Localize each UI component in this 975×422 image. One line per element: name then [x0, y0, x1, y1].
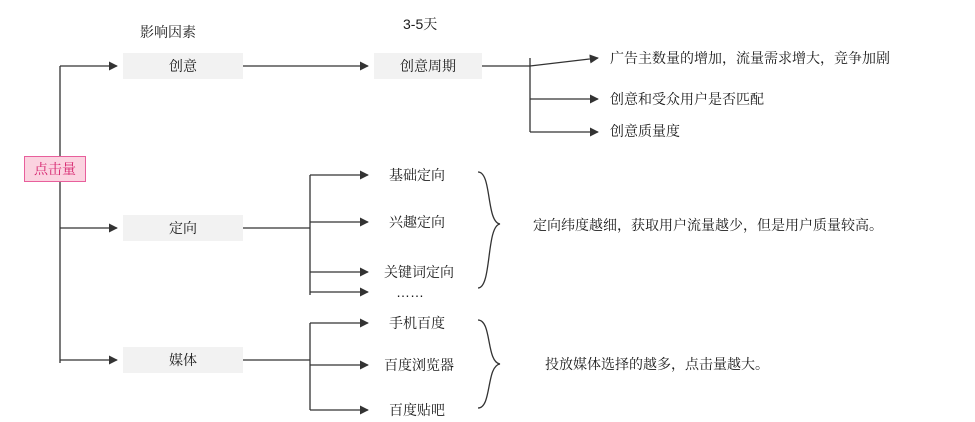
node-creative[interactable]: 创意	[123, 53, 243, 79]
note-media-coverage: 投放媒体选择的越多，点击量越大。	[545, 356, 769, 372]
node-baidu-tieba[interactable]: 百度贴吧	[389, 402, 445, 418]
leaf-advertiser-growth: 广告主数量的增加，流量需求增大，竞争加剧	[610, 50, 890, 66]
node-targeting-ellipsis: ……	[396, 284, 424, 300]
node-baidu-browser[interactable]: 百度浏览器	[384, 357, 454, 373]
node-creative-cycle[interactable]: 创意周期	[374, 53, 482, 79]
leaf-creative-quality: 创意质量度	[610, 123, 680, 139]
column-header-cycle-days: 3-5天	[403, 16, 438, 32]
node-keyword-targeting[interactable]: 关键词定向	[384, 264, 454, 280]
note-targeting-granularity: 定向纬度越细，获取用户流量越少，但是用户质量较高。	[533, 217, 883, 233]
column-header-influence-factors: 影响因素	[140, 24, 196, 40]
node-basic-targeting[interactable]: 基础定向	[389, 167, 445, 183]
node-interest-targeting[interactable]: 兴趣定向	[389, 214, 445, 230]
node-mobile-baidu[interactable]: 手机百度	[389, 315, 445, 331]
leaf-audience-match: 创意和受众用户是否匹配	[610, 91, 764, 107]
root-node-click-volume[interactable]: 点击量	[24, 156, 86, 182]
node-media[interactable]: 媒体	[123, 347, 243, 373]
node-targeting[interactable]: 定向	[123, 215, 243, 241]
